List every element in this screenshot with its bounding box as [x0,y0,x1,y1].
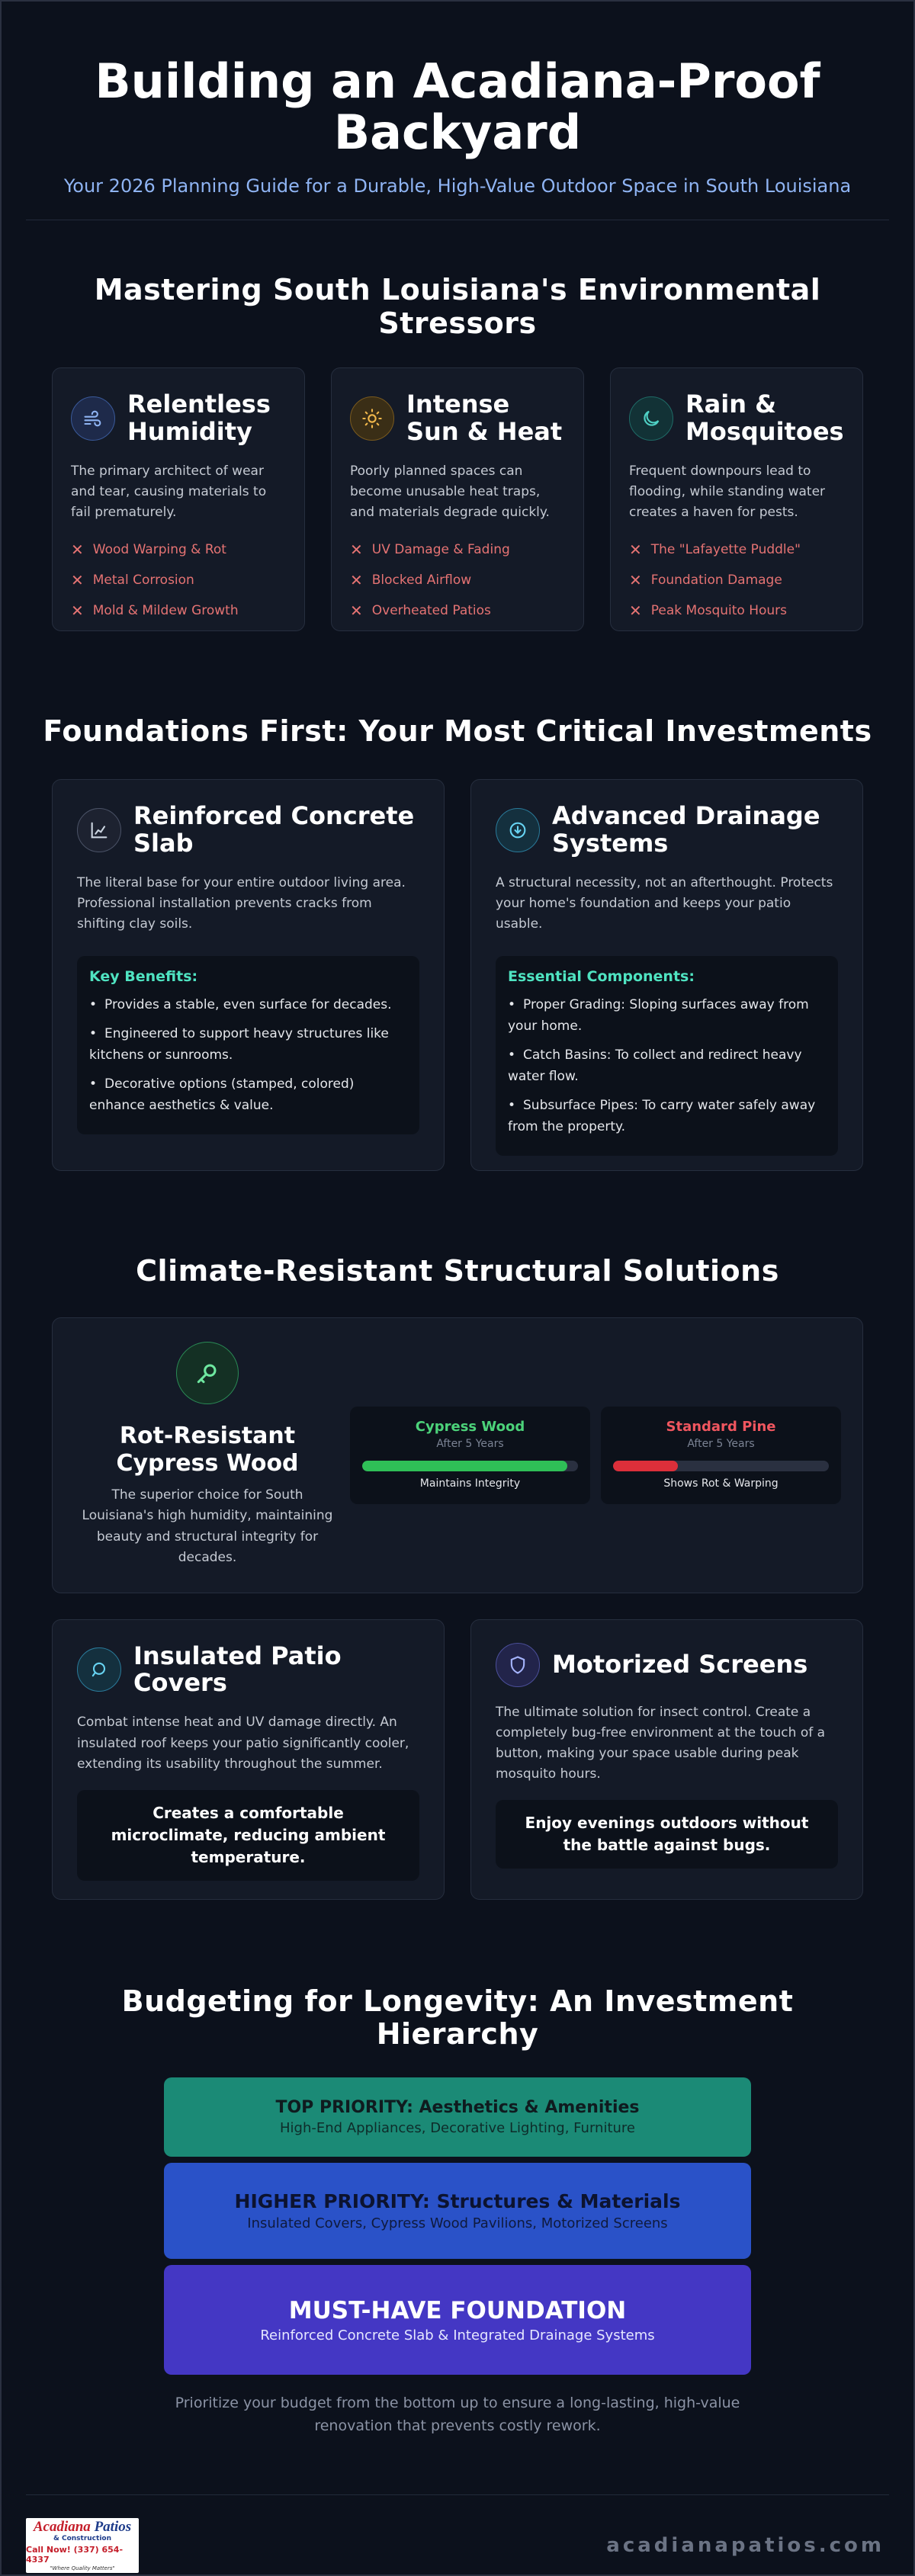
x-icon: ✕ [350,601,363,620]
key-icon [176,1342,239,1404]
solution-description: The ultimate solution for insect control. Create a completely bug-free environment at the touch of a button, making your space usable during peak mosquito hours. [496,1704,826,1782]
x-icon: ✕ [350,540,363,559]
stressor-effects-list [629,534,844,626]
solution-description: Combat intense heat and UV damage directly. An insulated roof keeps your patio significantly cooler, extending its usability throughout the summer. [77,1715,409,1772]
integrity-bar [362,1461,578,1471]
stressor-effects-list [71,534,286,626]
list-item: • Decorative options (stamped, colored) enhance aesthetics & value. [89,1076,355,1114]
list-item: • Proper Grading: Sloping surfaces away from your home. [508,997,809,1035]
stressor-name: Intense Sun & Heat [406,390,563,447]
solution-card-screens [470,1619,863,1900]
solution-callout: Enjoy evenings outdoors without the battle against bugs. [496,1800,838,1869]
solution-name: Insulated Patio Covers [133,1641,342,1698]
components-title: Essential Components: [508,968,695,986]
tier-higher-priority: HIGHER PRIORITY: Structures & Materials Insulated Covers, Cypress Wood Pavilions, Motorized Screens [164,2163,751,2259]
foundations-row [2,779,913,1171]
tier-top-priority: TOP PRIORITY: Aesthetics & Amenities High-End Appliances, Decorative Lighting, Furniture [164,2077,751,2157]
list-item: ✕ Wood Warping & Rot [71,534,286,565]
stressor-card-humidity [52,367,305,631]
wood-comparison [350,1407,841,1504]
stressor-description: The primary architect of wear and tear, causing materials to fail prematurely. [71,463,267,521]
search-icon [77,1647,121,1692]
drain-icon [496,808,540,852]
foundation-description: The literal base for your entire outdoor living area. Professional installation prevents cracks from shifting clay soils. [77,874,406,932]
list-item: ✕ Foundation Damage [629,565,844,595]
solution-callout: Creates a comfortable microclimate, reducing ambient temperature. [77,1790,419,1881]
x-icon: ✕ [629,570,642,589]
tier-foundation: MUST-HAVE FOUNDATION Reinforced Concrete Slab & Integrated Drainage Systems [164,2265,751,2375]
investment-hierarchy [164,2077,751,2375]
foundations-title: Foundations First: Your Most Critical Investments [43,714,872,749]
foundation-name: Advanced Drainage Systems [552,800,820,858]
stressor-effects-list [350,534,565,626]
moon-icon [629,396,673,441]
solutions-row [2,1619,913,1900]
list-item: ✕ UV Damage & Fading [350,534,565,565]
budget-title: Budgeting for Longevity: An Investment Hierarchy [121,1984,794,2051]
integrity-bar [613,1461,829,1471]
list-item: ✕ Mold & Mildew Growth [71,595,286,626]
company-logo[interactable]: Acadiana Patios & Construction Call Now! (337) 654-4337 "Where Quality Matters" [26,2518,139,2573]
foundation-card-slab [52,779,445,1171]
x-icon: ✕ [71,601,84,620]
footer [2,2495,913,2573]
integrity-bar-fill [613,1461,678,1471]
foundation-name: Reinforced Concrete Slab [133,800,415,858]
cypress-title: Rot-Resistant Cypress Wood [116,1423,299,1477]
x-icon: ✕ [71,540,84,559]
list-item: • Catch Basins: To collect and redirect heavy water flow. [508,1047,802,1085]
comparison-box-cypress: Cypress Wood After 5 Years Maintains Integrity [350,1407,590,1504]
benefits-title: Key Benefits: [89,968,198,986]
hero [2,2,913,197]
list-item: ✕ Blocked Airflow [350,565,565,595]
stressors-title: Mastering South Louisiana's Environmental Stressors [94,272,821,340]
list-item: • Provides a stable, even surface for decades. [89,997,392,1013]
list-item: • Subsurface Pipes: To carry water safely away from the property. [508,1098,816,1135]
components-list [508,994,826,1137]
stressor-card-sun [331,367,584,631]
page-title: Building an Acadiana-Proof Backyard [95,53,820,160]
x-icon: ✕ [629,540,642,559]
climate-title: Climate-Resistant Structural Solutions [136,1253,779,1288]
cypress-card [52,1317,863,1593]
website-link[interactable]: acadianapatios.com [606,2533,884,2557]
comparison-box-pine: Standard Pine After 5 Years Shows Rot & Warping [601,1407,841,1504]
list-item: ✕ Metal Corrosion [71,565,286,595]
x-icon: ✕ [71,570,84,589]
list-item: ✕ Peak Mosquito Hours [629,595,844,626]
list-item: ✕ The "Lafayette Puddle" [629,534,844,565]
list-item: • Engineered to support heavy structures like kitchens or sunrooms. [89,1026,389,1063]
x-icon: ✕ [350,570,363,589]
stressors-row [2,367,913,631]
solution-name: Motorized Screens [552,1649,808,1679]
stressor-description: Frequent downpours lead to flooding, while standing water creates a haven for pests. [629,463,826,521]
wind-icon [71,396,115,441]
chart-icon [77,808,121,852]
page-subtitle: Your 2026 Planning Guide for a Durable, High-Value Outdoor Space in South Louisiana [63,175,852,197]
benefits-box [77,956,419,1134]
budget-note: Prioritize your budget from the bottom up to ensure a long-lasting, high-value renovation that prevents costly rework. [175,2395,740,2435]
benefits-list [89,994,407,1116]
stressor-description: Poorly planned spaces can become unusable heat traps, and materials degrade quickly. [350,463,550,521]
cypress-description: The superior choice for South Louisiana's high humidity, maintaining beauty and structural integrity for decades. [82,1487,333,1565]
solution-card-covers [52,1619,445,1900]
stressor-name: Rain & Mosquitoes [685,390,844,447]
x-icon: ✕ [629,601,642,620]
foundation-description: A structural necessity, not an afterthought. Protects your home's foundation and keeps your patio usable. [496,874,833,932]
stressor-name: Relentless Humidity [127,390,271,447]
foundation-card-drainage [470,779,863,1171]
stressor-card-rain [610,367,863,631]
integrity-bar-fill [362,1461,567,1471]
components-box [496,956,838,1156]
shield-icon [496,1643,540,1687]
sun-icon [350,396,394,441]
list-item: ✕ Overheated Patios [350,595,565,626]
